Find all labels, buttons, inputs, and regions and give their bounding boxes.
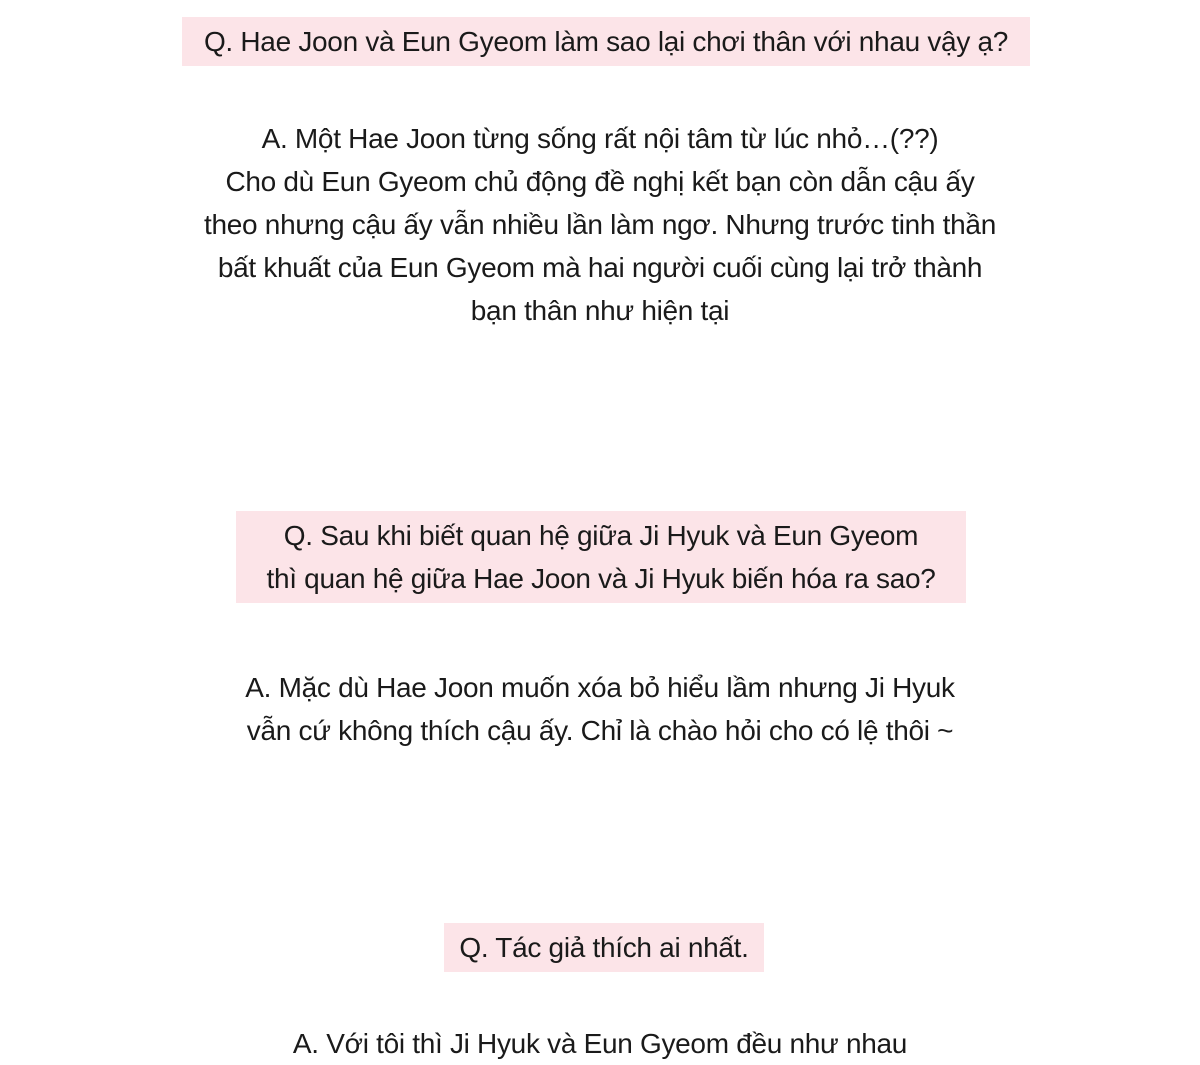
answer-2-line-1: A. Mặc dù Hae Joon muốn xóa bỏ hiểu lầm nhưng Ji Hyuk (245, 672, 955, 703)
answer-1 (0, 117, 1200, 332)
question-3-line-1: Q. Tác giả thích ai nhất. (459, 932, 749, 963)
answer-1-line-1: A. Một Hae Joon từng sống rất nội tâm từ lúc nhỏ…(??) (261, 123, 939, 154)
answer-1-line-3: theo nhưng cậu ấy vẫn nhiều lần làm ngơ. Nhưng trước tinh thần (204, 209, 996, 240)
question-2-line-2: thì quan hệ giữa Hae Joon và Ji Hyuk biến hóa ra sao? (266, 563, 936, 594)
answer-2-line-2: vẫn cứ không thích cậu ấy. Chỉ là chào hỏi cho có lệ thôi ~ (246, 715, 954, 746)
question-1-line-1: Q. Hae Joon và Eun Gyeom làm sao lại chơi thân với nhau vậy ạ? (203, 26, 1009, 57)
answer-2 (0, 666, 1200, 752)
answer-1-line-4: bất khuất của Eun Gyeom mà hai người cuối cùng lại trở thành (217, 252, 983, 283)
question-3 (444, 923, 764, 972)
question-2-line-1: Q. Sau khi biết quan hệ giữa Ji Hyuk và Eun Gyeom (283, 520, 919, 551)
answer-1-line-2: Cho dù Eun Gyeom chủ động đề nghị kết bạn còn dẫn cậu ấy (225, 166, 975, 197)
answer-3-line-1: A. Với tôi thì Ji Hyuk và Eun Gyeom đều như nhau (292, 1028, 908, 1059)
answer-1-line-5: bạn thân như hiện tại (470, 295, 730, 326)
question-1 (182, 17, 1030, 66)
answer-3 (0, 1022, 1200, 1065)
question-2 (236, 511, 966, 603)
